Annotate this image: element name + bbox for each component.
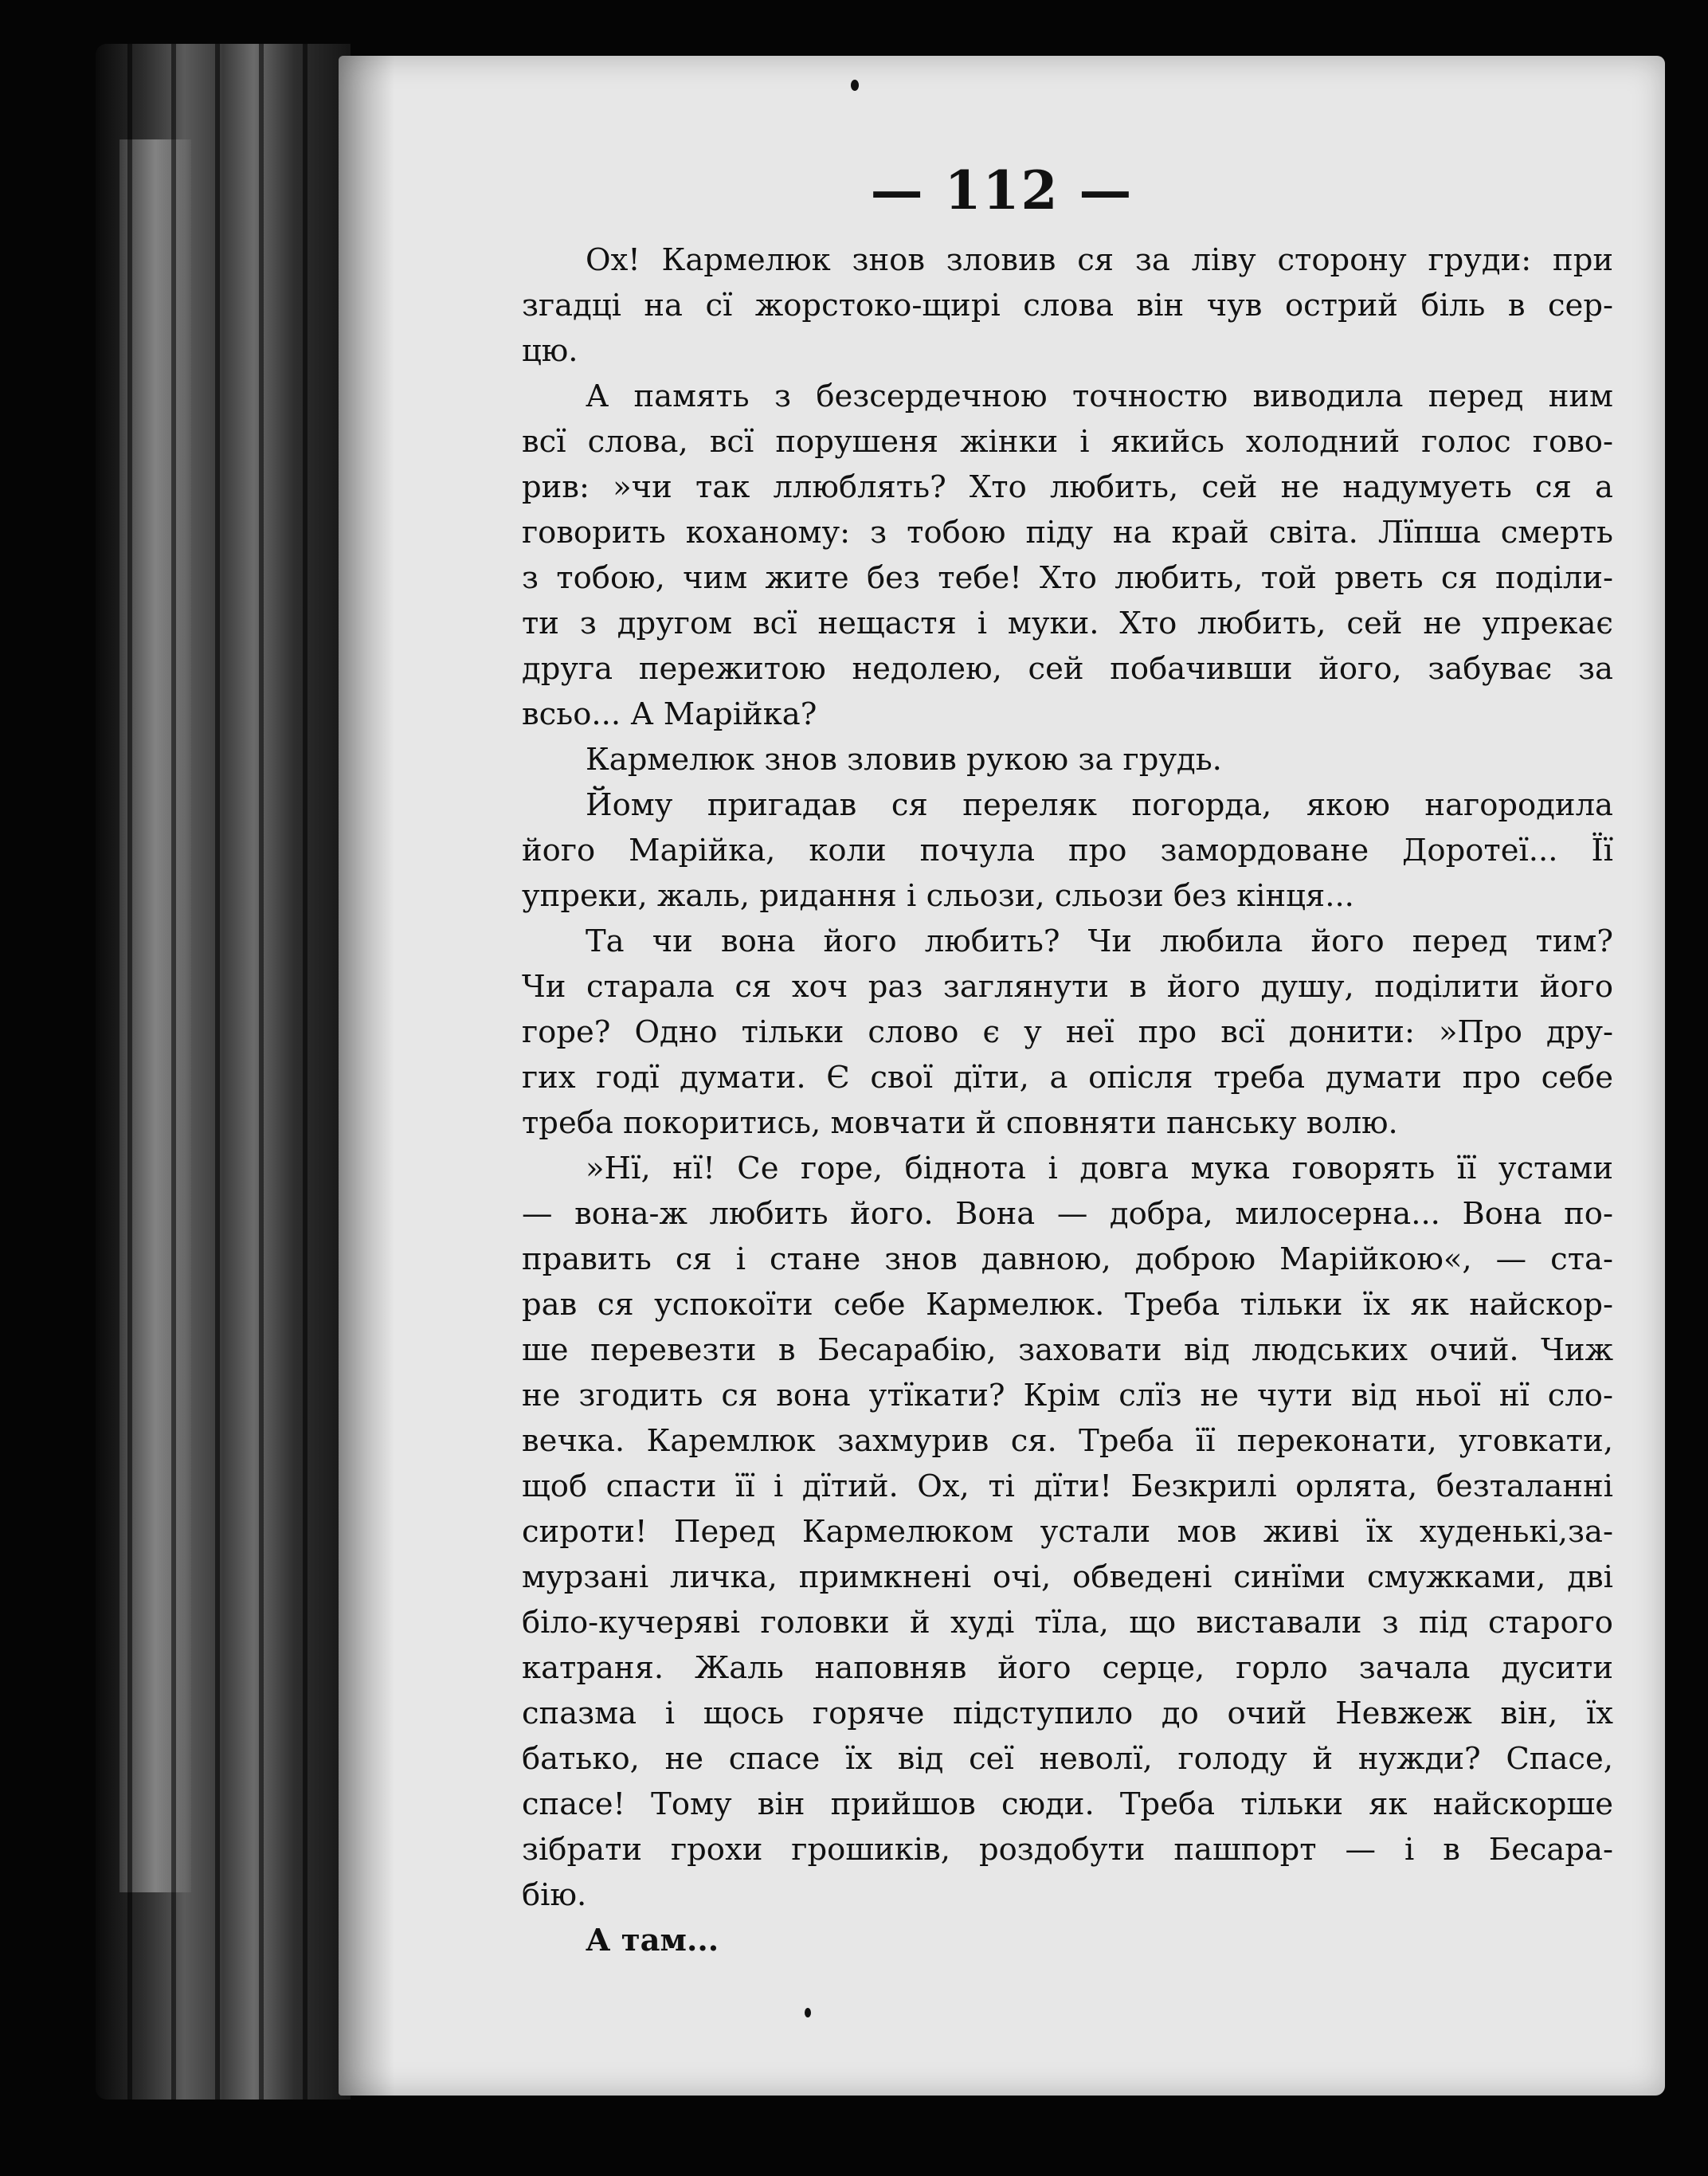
- text-line: упреки, жаль, ридання і сльози, сльози без кінця...: [522, 878, 1354, 914]
- text-line: спазма і щось горяче підступило до очий Невжеж він, їх: [522, 1696, 1613, 1731]
- text-line: А там...: [586, 1923, 719, 1958]
- text-line: горе? Одно тільки слово є у неї про всї донити: »Про дру-: [522, 1014, 1613, 1050]
- text-line: ше перевезти в Бесарабію, заховати від людських очий. Чиж: [522, 1332, 1613, 1368]
- ink-speck: [805, 2008, 811, 2017]
- text-line: Кармелюк знов зловив рукою за грудь.: [586, 742, 1222, 778]
- page-number: — 112 —: [870, 159, 1134, 222]
- ink-speck: [851, 80, 859, 91]
- text-line: А память з безсердечною точностю виводила перед ним: [586, 378, 1613, 414]
- text-line: зібрати грохи грошиків, роздобути пашпорт — і в Бесара-: [522, 1832, 1613, 1868]
- text-line: сироти! Перед Кармелюком устали мов живі їх худенькі,за-: [522, 1514, 1613, 1550]
- text-line: рав ся успокоїти себе Кармелюк. Треба тільки їх як найскор-: [522, 1287, 1613, 1323]
- text-line: всьо... А Марійка?: [522, 696, 817, 732]
- binding-stripe: [215, 44, 220, 2100]
- text-line: спасе! Тому він прийшов сюди. Треба тільки як найскорше: [522, 1786, 1613, 1822]
- text-line: треба покоритись, мовчати й сповняти панську волю.: [522, 1105, 1398, 1141]
- text-line: — вона-ж любить його. Вона — добра, милосерна... Вона по-: [522, 1196, 1613, 1232]
- text-line: править ся і стане знов давною, доброю Марійкою«, — ста-: [522, 1241, 1613, 1277]
- text-line: щоб спасти її і дїтий. Ох, ті дїти! Безкрилі орлята, безталанні: [522, 1468, 1613, 1504]
- text-line: його Марійка, коли почула про замордоване Доротеї... Її: [522, 833, 1613, 868]
- text-line: друга пережитою недолею, сей побачивши його, забуває за: [522, 651, 1613, 687]
- text-line: біло-кучеряві головки й худі тїла, що виставали з під старого: [522, 1605, 1613, 1641]
- text-line: катраня. Жаль наповняв його серце, горло зачала дусити: [522, 1650, 1613, 1686]
- text-line: »Нї, нї! Се горе, біднота і довга мука говорять її устами: [586, 1151, 1613, 1186]
- text-line: ти з другом всї нещастя і муки. Хто любить, сей не упрекає: [522, 606, 1613, 641]
- page-text: [522, 237, 1613, 1963]
- text-line: батько, не спасе їх від сеї неволї, голоду й нужди? Спасе,: [522, 1741, 1613, 1777]
- text-line: рив: »чи так ллюблять? Хто любить, сей не надумуеть ся а: [522, 469, 1613, 505]
- text-line: Та чи вона його любить? Чи любила його перед тим?: [586, 923, 1613, 959]
- text-line: Ох! Кармелюк знов зловив ся за ліву сторону груди: при: [586, 242, 1613, 278]
- text-line: бію.: [522, 1877, 587, 1913]
- text-line: з тобою, чим жите без тебе! Хто любить, той рветь ся поділи-: [522, 560, 1613, 596]
- binding-stripe: [171, 44, 176, 2100]
- text-line: всї слова, всї порушеня жінки і якийсь холодний голос гово-: [522, 424, 1613, 460]
- text-line: Йому пригадав ся переляк погорда, якою нагородила: [586, 787, 1613, 823]
- text-line: вечка. Каремлюк захмурив ся. Треба її переконати, уговкати,: [522, 1423, 1613, 1459]
- text-line: мурзані личка, примкнені очі, обведені синїми смужками, дві: [522, 1559, 1613, 1595]
- book-page: [339, 56, 1665, 2096]
- text-line: говорить коханому: з тобою піду на край світа. Лїпша смерть: [522, 515, 1613, 551]
- text-line: цю.: [522, 333, 578, 369]
- binding-stripe: [127, 44, 132, 2100]
- text-line: згадці на сї жорстоко-щирі слова він чув острий біль в сер-: [522, 288, 1613, 323]
- text-line: не згодить ся вона утїкати? Крім слїз не чути від ньої нї сло-: [522, 1378, 1613, 1413]
- page-gutter-shadow: [339, 56, 394, 2096]
- binding-stripe: [259, 44, 264, 2100]
- binding-stripe: [303, 44, 308, 2100]
- book-binding: [96, 44, 351, 2100]
- text-line: Чи старала ся хоч раз заглянути в його душу, поділити його: [522, 969, 1613, 1005]
- text-line: гих годї думати. Є свої дїти, а опісля треба думати про себе: [522, 1060, 1613, 1096]
